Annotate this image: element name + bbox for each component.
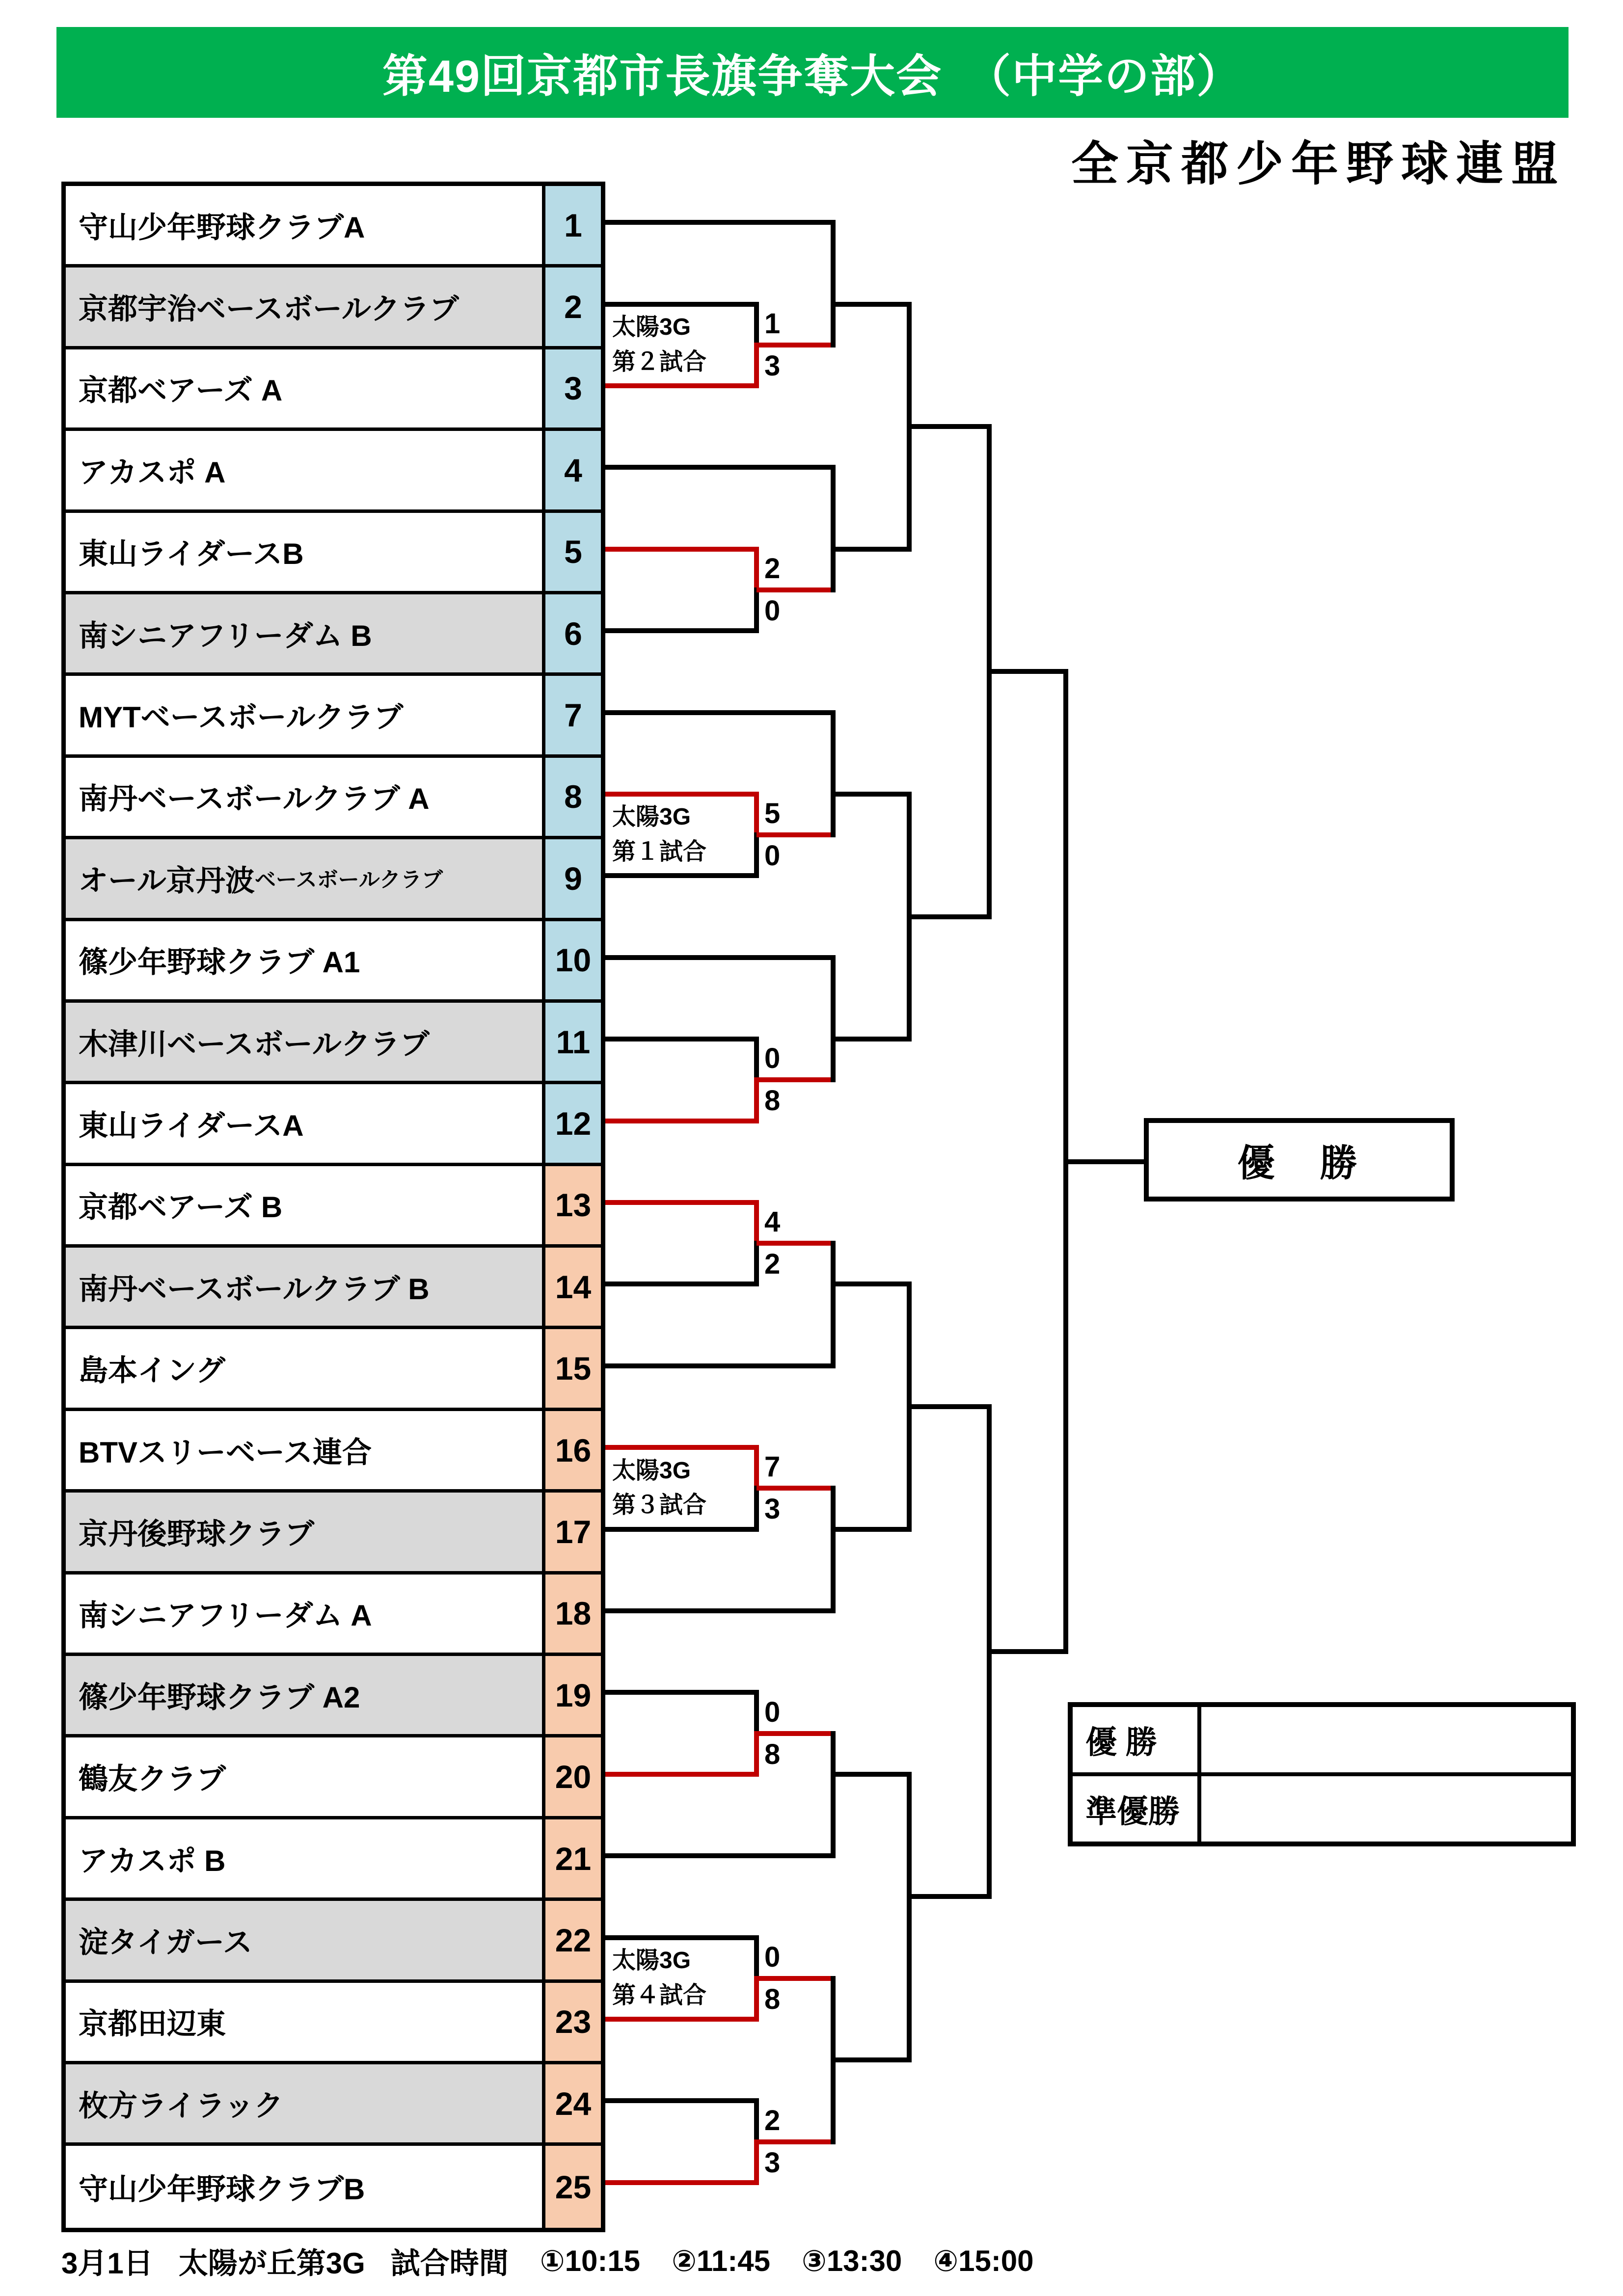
quarterfinal-exit-line — [909, 424, 992, 429]
match-venue: 太陽3G — [612, 314, 691, 340]
team-exit-line — [605, 1281, 759, 1286]
team-seed-number: 10 — [542, 921, 601, 999]
team-seed-number: 6 — [542, 594, 601, 672]
team-name-text: 京都ベアーズ B — [79, 1191, 283, 1224]
match-vertical-winner — [754, 1200, 759, 1246]
team-row — [66, 1737, 601, 1819]
result-value-cell — [1201, 1776, 1571, 1842]
round2-exit-line — [833, 792, 912, 797]
team-name — [66, 1737, 542, 1815]
team-name-text: 篠少年野球クラブ A1 — [79, 946, 360, 979]
team-row — [66, 431, 601, 512]
footer-time: ④15:00 — [933, 2244, 1034, 2277]
team-name — [66, 186, 542, 264]
match-label-box — [605, 304, 757, 386]
team-name-text: 京都ベアーズ A — [79, 374, 283, 407]
team-name-text: 篠少年野球クラブ A2 — [79, 1681, 360, 1714]
team-name — [66, 1329, 542, 1407]
team-name-text: 鶴友クラブ — [79, 1762, 226, 1796]
match-score-bottom: 3 — [764, 2146, 781, 2179]
team-name-text: オール京丹波 — [79, 864, 255, 897]
team-exit-line — [605, 792, 759, 797]
match-winner-exit-line — [757, 1077, 836, 1082]
team-name-text: アカスポ B — [79, 1844, 226, 1877]
team-seed-number: 2 — [542, 267, 601, 346]
match-winner-exit-line — [757, 1486, 836, 1491]
team-seed-number: 20 — [542, 1737, 601, 1815]
match-vertical-loser — [754, 1690, 759, 1735]
team-row — [66, 1901, 601, 1982]
footer-venue: 太陽が丘第3G — [178, 2247, 365, 2280]
team-name — [66, 267, 542, 346]
team-name — [66, 1901, 542, 1979]
team-name-text: 木津川ベースボールクラブ — [79, 1027, 430, 1061]
footer-times — [540, 2244, 1034, 2278]
match-winner-exit-line — [757, 1976, 836, 1981]
team-exit-line — [605, 628, 759, 633]
team-row — [66, 267, 601, 349]
team-row — [66, 349, 601, 431]
match-vertical-loser — [754, 302, 759, 347]
champion-box — [1144, 1118, 1455, 1201]
match-vertical-loser — [754, 587, 759, 633]
team-exit-line — [605, 302, 759, 307]
team-row — [66, 1493, 601, 1574]
quarterfinal-vertical — [907, 1772, 912, 2062]
team-row — [66, 1656, 601, 1737]
team-seed-number: 12 — [542, 1084, 601, 1162]
team-exit-line — [605, 1935, 759, 1940]
team-name — [66, 431, 542, 509]
round2-vertical — [831, 220, 836, 347]
match-score-bottom: 2 — [764, 1248, 781, 1281]
team-name-text: 南丹ベースボールクラブ A — [79, 782, 430, 816]
team-name — [66, 1656, 542, 1734]
match-score-top: 5 — [764, 798, 781, 830]
round2-exit-line — [833, 1527, 912, 1532]
match-vertical-loser — [754, 1935, 759, 1981]
results-table — [1068, 1702, 1576, 1846]
match-vertical-loser — [754, 1241, 759, 1286]
match-score-bottom: 8 — [764, 1738, 781, 1770]
round2-vertical — [831, 1731, 836, 1859]
team-row — [66, 1819, 601, 1901]
footer-time: ②11:45 — [672, 2244, 771, 2277]
team-name-text: 南シニアフリーダム B — [79, 619, 372, 652]
team-name — [66, 1493, 542, 1571]
match-winner-exit-line — [757, 587, 836, 592]
team-name — [66, 1983, 542, 2061]
match-venue: 太陽3G — [612, 1947, 691, 1974]
footer-time: ③13:30 — [802, 2244, 902, 2277]
match-game: 第１試合 — [612, 839, 707, 865]
team-name-text: 京丹後野球クラブ — [79, 1517, 314, 1550]
team-row — [66, 676, 601, 757]
organizer-subtitle: 全京都少年野球連盟 — [1071, 138, 1566, 190]
team-row — [66, 1329, 601, 1411]
round2-vertical — [831, 710, 836, 838]
match-score-top: 0 — [764, 1042, 781, 1075]
team-row — [66, 839, 601, 921]
team-name — [66, 1166, 542, 1244]
quarterfinal-exit-line — [909, 1404, 992, 1409]
team-seed-number: 4 — [542, 431, 601, 509]
match-winner-exit-line — [757, 343, 836, 347]
team-exit-line — [605, 1853, 836, 1858]
team-row — [66, 1084, 601, 1166]
team-seed-number: 8 — [542, 758, 601, 836]
match-label-box — [605, 794, 757, 876]
team-name — [66, 1819, 542, 1897]
result-label-cell: 準優勝 — [1073, 1776, 1201, 1842]
team-exit-line — [605, 1527, 759, 1532]
team-seed-number: 7 — [542, 676, 601, 754]
match-venue: 太陽3G — [612, 804, 691, 830]
team-exit-line — [605, 220, 836, 225]
semifinal-exit-line — [989, 669, 1068, 674]
team-row — [66, 2146, 601, 2227]
round2-exit-line — [833, 1772, 912, 1777]
team-name — [66, 1575, 542, 1653]
team-row — [66, 1166, 601, 1248]
match-vertical-winner — [754, 1445, 759, 1491]
team-row — [66, 758, 601, 839]
match-score-bottom: 0 — [764, 840, 781, 872]
team-name-text: 島本イング — [79, 1354, 225, 1388]
team-name-text: 守山少年野球クラブB — [79, 2172, 365, 2206]
match-vertical-loser — [754, 1037, 759, 1082]
team-name-text: アカスポ A — [79, 455, 226, 489]
team-row — [66, 1003, 601, 1084]
match-score-top: 7 — [764, 1451, 781, 1483]
footer-times-label: 試合時間 — [390, 2247, 509, 2280]
team-exit-line — [605, 465, 836, 470]
team-name-text: 京都宇治ベースボールクラブ — [79, 293, 459, 326]
champion-box-label: 優 勝 — [1237, 1142, 1361, 1184]
match-vertical-winner — [754, 547, 759, 592]
match-winner-exit-line — [757, 832, 836, 837]
team-row — [66, 1248, 601, 1329]
team-name — [66, 1411, 542, 1489]
team-seed-number: 16 — [542, 1411, 601, 1489]
match-score-bottom: 3 — [764, 1493, 781, 1525]
team-name-text: 南丹ベースボールクラブ B — [79, 1272, 430, 1306]
footer-date: 3月1日 — [61, 2247, 153, 2280]
team-seed-number: 19 — [542, 1656, 601, 1734]
team-name-text: 淀タイガース — [79, 1925, 252, 1959]
footer-schedule — [61, 2239, 1583, 2283]
match-score-bottom: 8 — [764, 1983, 781, 2015]
match-score-top: 0 — [764, 1941, 781, 1973]
team-seed-number: 5 — [542, 513, 601, 591]
round2-vertical — [831, 465, 836, 592]
round2-vertical — [831, 1486, 836, 1613]
team-name-text: 枚方ライラック — [79, 2089, 283, 2122]
match-vertical-winner — [754, 343, 759, 388]
team-row — [66, 2064, 601, 2146]
team-name — [66, 1003, 542, 1081]
team-name — [66, 349, 542, 427]
team-row — [66, 1575, 601, 1656]
team-name-text: 守山少年野球クラブA — [79, 211, 365, 244]
team-exit-line — [605, 383, 759, 388]
round2-exit-line — [833, 2057, 912, 2062]
team-exit-line — [605, 1608, 836, 1613]
match-label-box — [605, 1938, 757, 2019]
team-exit-line — [605, 1200, 759, 1205]
match-vertical-winner — [754, 1077, 759, 1123]
round2-vertical — [831, 955, 836, 1083]
result-value-cell — [1201, 1707, 1571, 1772]
team-name-text: 東山ライダースA — [79, 1109, 304, 1142]
round2-exit-line — [833, 302, 912, 307]
match-winner-exit-line — [757, 1241, 836, 1246]
team-seed-number: 18 — [542, 1575, 601, 1653]
match-game: 第４試合 — [612, 1982, 707, 2008]
match-game: 第３試合 — [612, 1492, 707, 1519]
team-row — [66, 1983, 601, 2064]
team-seed-number: 13 — [542, 1166, 601, 1244]
team-name — [66, 594, 542, 672]
team-exit-line — [605, 2098, 759, 2103]
match-label-box — [605, 1447, 757, 1529]
team-row — [66, 1411, 601, 1493]
team-name-text: BTVスリーベース連合 — [79, 1436, 372, 1469]
round2-exit-line — [833, 1037, 912, 1041]
quarterfinal-exit-line — [909, 914, 992, 919]
team-seed-number: 1 — [542, 186, 601, 264]
title-banner — [56, 27, 1569, 118]
match-vertical-winner — [754, 792, 759, 837]
team-name-text: MYTベースボールクラブ — [79, 701, 404, 734]
match-venue: 太陽3G — [612, 1457, 691, 1484]
team-seed-number: 11 — [542, 1003, 601, 1081]
team-seed-number: 22 — [542, 1901, 601, 1979]
team-seed-number: 15 — [542, 1329, 601, 1407]
match-score-bottom: 8 — [764, 1085, 781, 1117]
team-exit-line — [605, 1363, 836, 1368]
team-row — [66, 594, 601, 676]
match-vertical-winner — [754, 2139, 759, 2185]
team-name — [66, 1248, 542, 1326]
semifinal-exit-line — [989, 1649, 1068, 1654]
champion-connector-line — [1066, 1159, 1146, 1164]
team-seed-number: 21 — [542, 1819, 601, 1897]
team-name — [66, 1084, 542, 1162]
match-vertical-winner — [754, 1731, 759, 1777]
match-score-top: 2 — [764, 2104, 781, 2136]
match-vertical-loser — [754, 832, 759, 878]
team-name-small-text: ベースボールクラブ — [254, 868, 443, 892]
team-name-text: 京都田辺東 — [79, 2007, 226, 2041]
team-exit-line — [605, 873, 759, 878]
team-seed-number: 3 — [542, 349, 601, 427]
team-exit-line — [605, 1772, 759, 1777]
team-exit-line — [605, 1037, 759, 1041]
team-name-text: 東山ライダースB — [79, 537, 304, 571]
team-seed-number: 14 — [542, 1248, 601, 1326]
team-exit-line — [605, 2017, 759, 2022]
team-row — [66, 513, 601, 594]
page-title: 第49回京都市長旗争奪大会 （中学の部） — [382, 51, 1243, 102]
match-vertical-loser — [754, 1486, 759, 1531]
team-exit-line — [605, 1119, 759, 1123]
round2-exit-line — [833, 1281, 912, 1286]
match-score-bottom: 0 — [764, 595, 781, 627]
match-vertical-loser — [754, 2098, 759, 2144]
team-name — [66, 839, 542, 917]
team-name-text: 南シニアフリーダム A — [79, 1599, 372, 1632]
results-row — [1073, 1707, 1571, 1776]
match-score-top: 4 — [764, 1206, 781, 1238]
match-game: 第２試合 — [612, 348, 707, 375]
team-seed-number: 23 — [542, 1983, 601, 2061]
match-score-top: 2 — [764, 553, 781, 585]
team-name — [66, 921, 542, 999]
team-seed-number: 24 — [542, 2064, 601, 2142]
match-score-bottom: 3 — [764, 349, 781, 382]
quarterfinal-exit-line — [909, 1894, 992, 1899]
footer-time: ①10:15 — [540, 2244, 641, 2277]
team-name — [66, 758, 542, 836]
team-exit-line — [605, 547, 759, 552]
team-exit-line — [605, 710, 836, 715]
match-score-top: 1 — [764, 307, 781, 340]
team-name — [66, 2146, 542, 2227]
team-exit-line — [605, 955, 836, 960]
match-score-top: 0 — [764, 1696, 781, 1728]
team-seed-number: 17 — [542, 1493, 601, 1571]
team-exit-line — [605, 1445, 759, 1450]
result-label-cell: 優 勝 — [1073, 1707, 1201, 1772]
team-row — [66, 921, 601, 1003]
match-winner-exit-line — [757, 2139, 836, 2144]
team-exit-line — [605, 2180, 759, 2185]
team-name — [66, 513, 542, 591]
team-table — [61, 182, 605, 2232]
match-winner-exit-line — [757, 1731, 836, 1736]
round2-vertical — [831, 1241, 836, 1368]
team-exit-line — [605, 1690, 759, 1695]
match-vertical-winner — [754, 1976, 759, 2022]
team-seed-number: 25 — [542, 2146, 601, 2227]
round2-exit-line — [833, 547, 912, 552]
team-seed-number: 9 — [542, 839, 601, 917]
team-name — [66, 676, 542, 754]
team-row — [66, 186, 601, 267]
results-row — [1073, 1776, 1571, 1842]
team-name — [66, 2064, 542, 2142]
